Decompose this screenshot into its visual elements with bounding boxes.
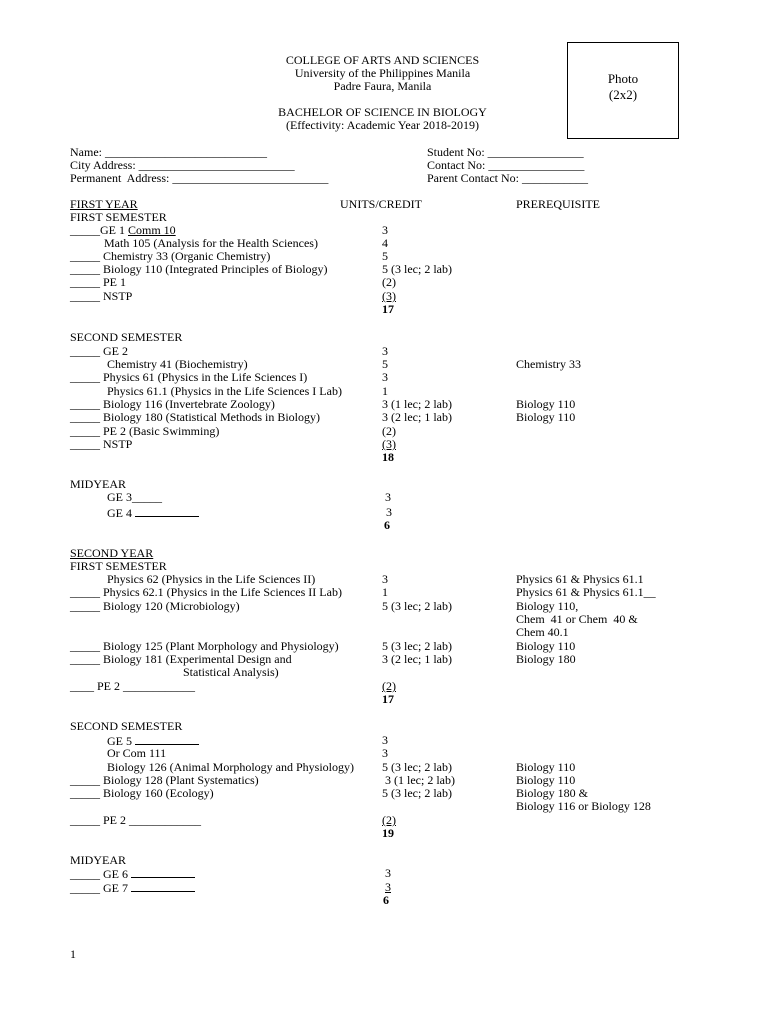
units: 3 xyxy=(386,505,392,519)
y2s2-row-bio160: _____ Biology 160 (Ecology) xyxy=(70,786,214,800)
units: 5 xyxy=(382,249,388,263)
college-name: COLLEGE OF ARTS AND SCIENCES xyxy=(285,53,480,67)
units: 5 (3 lec; 2 lab) xyxy=(382,599,452,613)
units: 3 (1 lec; 2 lab) xyxy=(382,397,452,411)
course-blank-line[interactable] xyxy=(135,734,199,745)
units: 3 xyxy=(382,344,388,358)
photo-size: (2x2) xyxy=(608,87,638,102)
y2s2-row-com111: Or Com 111 xyxy=(107,746,167,760)
y2s1-row-phys621: _____ Physics 62.1 (Physics in the Life Sciences II Lab) xyxy=(70,585,342,599)
page-number: 1 xyxy=(70,947,76,961)
prerequisite: Physics 61 & Physics 61.1 xyxy=(516,572,644,586)
course-blank-line[interactable] xyxy=(131,867,195,878)
prereq-column-header: PREREQUISITE xyxy=(516,197,600,211)
prerequisite: Biology 180 xyxy=(516,652,576,666)
units: 5 (3 lec; 2 lab) xyxy=(382,760,452,774)
y2s2-row-bio128: _____ Biology 128 (Plant Systematics) xyxy=(70,773,259,787)
semester-total: 18 xyxy=(382,450,394,464)
city-address-field[interactable]: City Address: __________________________ xyxy=(70,158,295,172)
y1s2-row-nstp: _____ NSTP xyxy=(70,437,133,451)
y1s2-row-phys61: _____ Physics 61 (Physics in the Life Sciences I) xyxy=(70,370,308,384)
units: 3 (2 lec; 1 lab) xyxy=(382,652,452,666)
units: 1 xyxy=(382,585,388,599)
y1s1-row-chem33: _____ Chemistry 33 (Organic Chemistry) xyxy=(70,249,271,263)
y1s2-row-bio116: _____ Biology 116 (Invertebrate Zoology) xyxy=(70,397,275,411)
effectivity: (Effectivity: Academic Year 2018-2019) xyxy=(285,118,480,132)
units: 3 xyxy=(385,880,391,894)
units: (2) xyxy=(382,275,396,289)
y1m-row-ge4 xyxy=(107,506,199,520)
y2s1-row-bio181: _____ Biology 181 (Experimental Design and xyxy=(70,652,292,666)
units-column-header: UNITS/CREDIT xyxy=(340,197,422,211)
units: 3 xyxy=(382,746,388,760)
units: (2) xyxy=(382,424,396,438)
y1-sem2-heading: SECOND SEMESTER xyxy=(70,330,183,344)
program-title: BACHELOR OF SCIENCE IN BIOLOGY xyxy=(278,105,487,119)
contact-no-field[interactable]: Contact No: ________________ xyxy=(427,158,585,172)
units: 5 (3 lec; 2 lab) xyxy=(382,262,452,276)
y2-sem2-heading: SECOND SEMESTER xyxy=(70,719,183,733)
course-option: Comm 10 xyxy=(128,223,176,237)
university-address: Padre Faura, Manila xyxy=(333,79,432,93)
university-name: University of the Philippines Manila xyxy=(294,66,471,80)
y1s2-row-pe2: _____ PE 2 (Basic Swimming) xyxy=(70,424,220,438)
prerequisite: Physics 61 & Physics 61.1__ xyxy=(516,585,656,599)
y1s2-row-ge2: _____ GE 2 xyxy=(70,344,128,358)
semester-total: 19 xyxy=(382,826,394,840)
prerequisite: Biology 110 xyxy=(516,773,576,787)
second-year-heading: SECOND YEAR xyxy=(70,546,154,560)
prerequisite: Biology 110 xyxy=(516,639,576,653)
units: 1 xyxy=(382,384,388,398)
y1-sem1-heading: FIRST SEMESTER xyxy=(70,210,167,224)
course-code: GE 1 xyxy=(100,223,128,237)
course-code: GE 4 xyxy=(107,506,135,520)
photo-label: Photo xyxy=(607,71,639,86)
course-title-continued: Statistical Analysis) xyxy=(183,665,279,679)
units: 3 xyxy=(382,223,388,237)
semester-total: 6 xyxy=(383,893,389,907)
prerequisite: Biology 110 xyxy=(516,397,576,411)
units: (2) xyxy=(382,813,396,827)
name-field[interactable]: Name: ___________________________ xyxy=(70,145,267,159)
course-checkbox-blank[interactable]: _____ xyxy=(70,223,100,237)
units: (2) xyxy=(382,679,396,693)
course-code: GE 5 xyxy=(107,734,135,748)
prerequisite: Biology 110 xyxy=(516,760,576,774)
y1s1-row-math105: Math 105 (Analysis for the Health Sciences) xyxy=(104,236,318,250)
course-code: _____ GE 6 xyxy=(70,867,131,881)
y2-midyear-heading: MIDYEAR xyxy=(70,853,126,867)
units: 5 xyxy=(382,357,388,371)
y2m-row-ge6 xyxy=(70,867,195,881)
semester-total: 17 xyxy=(382,302,394,316)
units: 5 (3 lec; 2 lab) xyxy=(382,639,452,653)
semester-total: 17 xyxy=(382,692,394,706)
y1m-row-ge3: GE 3_____ xyxy=(107,490,162,504)
y2m-row-ge7 xyxy=(70,881,195,895)
y1-midyear-heading: MIDYEAR xyxy=(70,477,126,491)
prerequisite: Chemistry 33 xyxy=(516,357,581,371)
y2s1-row-bio120: _____ Biology 120 (Microbiology) xyxy=(70,599,240,613)
y1s1-row-bio110: _____ Biology 110 (Integrated Principles of Biology) xyxy=(70,262,328,276)
y2s2-row-pe2: _____ PE 2 ____________ xyxy=(70,813,202,827)
course-code: _____ GE 7 xyxy=(70,881,131,895)
y1s2-row-phys611: Physics 61.1 (Physics in the Life Sciences I Lab) xyxy=(107,384,342,398)
units: (3) xyxy=(382,437,396,451)
units: 5 (3 lec; 2 lab) xyxy=(382,786,452,800)
units: 3 (2 lec; 1 lab) xyxy=(382,410,452,424)
y2-sem1-heading: FIRST SEMESTER xyxy=(70,559,167,573)
prerequisite: Biology 110 xyxy=(516,410,576,424)
photo-box xyxy=(567,42,679,139)
semester-total: 6 xyxy=(384,518,390,532)
prerequisite: Biology 110, xyxy=(516,599,579,613)
units: 3 xyxy=(382,370,388,384)
y1s2-row-chem41: Chemistry 41 (Biochemistry) xyxy=(107,357,248,371)
units: 3 xyxy=(382,572,388,586)
y1s1-row-nstp: _____ NSTP xyxy=(70,289,133,303)
units: 4 xyxy=(382,236,388,250)
y2s1-row-phys62: Physics 62 (Physics in the Life Sciences II) xyxy=(107,572,316,586)
units: 3 xyxy=(385,866,391,880)
prerequisite: Biology 116 or Biology 128 xyxy=(516,799,651,813)
course-blank-line[interactable] xyxy=(135,506,199,517)
permanent-address-field[interactable]: Permanent Address: __________________________ xyxy=(70,171,329,185)
y2s2-row-bio126: Biology 126 (Animal Morphology and Physiology) xyxy=(107,760,354,774)
units: 3 xyxy=(382,733,388,747)
units: 3 xyxy=(385,490,391,504)
course-blank-line[interactable] xyxy=(131,881,195,892)
units: 3 (1 lec; 2 lab) xyxy=(382,773,455,787)
prerequisite: Chem 40.1 xyxy=(516,625,569,639)
units: (3) xyxy=(382,289,396,303)
y2s1-row-bio125: _____ Biology 125 (Plant Morphology and Physiology) xyxy=(70,639,339,653)
student-no-field[interactable]: Student No: ________________ xyxy=(427,145,584,159)
prerequisite: Biology 180 & xyxy=(516,786,589,800)
prerequisite: Chem 41 or Chem 40 & xyxy=(516,612,638,626)
first-year-heading: FIRST YEAR xyxy=(70,197,138,211)
parent-contact-field[interactable]: Parent Contact No: ___________ xyxy=(427,171,588,185)
y2s1-row-pe2: ____ PE 2 ____________ xyxy=(70,679,196,693)
y1s1-row-pe1: _____ PE 1 xyxy=(70,275,127,289)
y1s2-row-bio180: _____ Biology 180 (Statistical Methods in Biology) xyxy=(70,410,320,424)
